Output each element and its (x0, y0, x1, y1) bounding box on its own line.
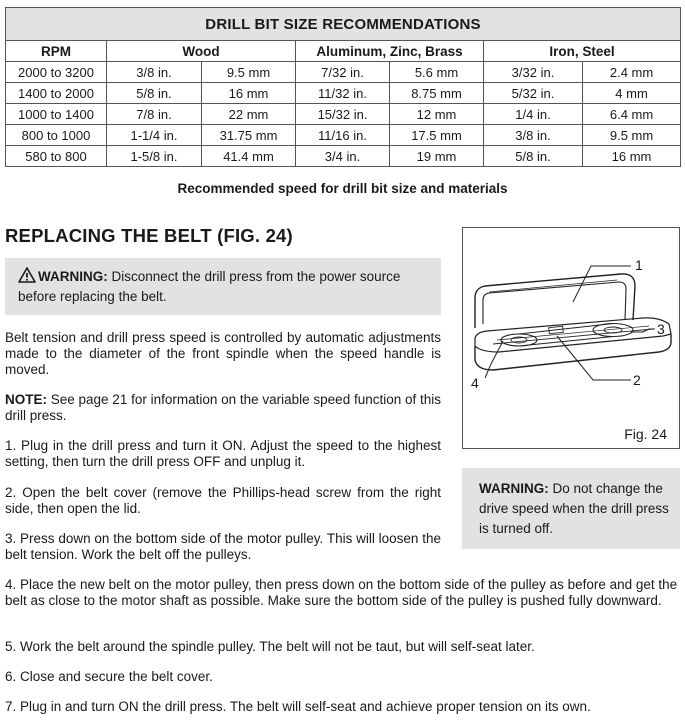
table-cell: 1000 to 1400 (6, 104, 107, 125)
section-heading: REPLACING THE BELT (FIG. 24) (5, 225, 293, 246)
table-cell: 7/8 in. (107, 104, 202, 125)
table-row (6, 146, 681, 167)
table-cell: 2.4 mm (583, 62, 681, 83)
header-iron-steel: Iron, Steel (484, 41, 681, 62)
table-cell: 5/8 in. (107, 83, 202, 104)
table-cell: 1-5/8 in. (107, 146, 202, 167)
step-7: 7. Plug in and turn ON the drill press. The belt will self-seat and achieve proper tension on its own. (5, 699, 591, 714)
table-cell: 11/32 in. (296, 83, 390, 104)
table-cell: 5/32 in. (484, 83, 583, 104)
table-cell: 580 to 800 (6, 146, 107, 167)
header-wood: Wood (107, 41, 296, 62)
table-cell: 3/4 in. (296, 146, 390, 167)
warning-icon (18, 267, 36, 283)
side-warning-text: Do not change the drive speed when the drill press is turned off. (479, 481, 669, 536)
table-cell: 22 mm (202, 104, 296, 125)
table-cell: 31.75 mm (202, 125, 296, 146)
table-row (6, 125, 681, 146)
drill-bit-size-table (5, 7, 681, 167)
table-cell: 6.4 mm (583, 104, 681, 125)
table-cell: 7/32 in. (296, 62, 390, 83)
table-cell: 8.75 mm (390, 83, 484, 104)
step-3: 3. Press down on the bottom side of the motor pulley. This will loosen the belt tension. Work the belt off the pulleys. (5, 531, 441, 562)
table-title: DRILL BIT SIZE RECOMMENDATIONS (6, 8, 681, 41)
table-cell: 800 to 1000 (6, 125, 107, 146)
table-cell: 15/32 in. (296, 104, 390, 125)
callout-3: 3 (657, 321, 665, 337)
table-cell: 16 mm (583, 146, 681, 167)
table-cell: 3/32 in. (484, 62, 583, 83)
side-warning-box (462, 468, 680, 549)
table-caption: Recommended speed for drill bit size and materials (177, 181, 508, 196)
table-cell: 4 mm (583, 83, 681, 104)
step-5: 5. Work the belt around the spindle pulley. The belt will not be taut, but will self-seat later. (5, 639, 535, 654)
table-cell: 9.5 mm (583, 125, 681, 146)
step-2: 2. Open the belt cover (remove the Phillips-head screw from the right side, then open the lid. (5, 485, 441, 516)
table-header-row (6, 41, 681, 62)
step-4: 4. Place the new belt on the motor pulley, then press down on the bottom side of the pulley as before and get the belt as close to the motor shaft as possible. Make sure the bottom side of the pulley is pushed fully downward. (5, 577, 678, 608)
table-cell: 3/8 in. (107, 62, 202, 83)
note-label: NOTE: (5, 392, 47, 407)
callout-4: 4 (471, 375, 479, 391)
table-row (6, 83, 681, 104)
table-cell: 5/8 in. (484, 146, 583, 167)
table-cell: 16 mm (202, 83, 296, 104)
step-1: 1. Plug in the drill press and turn it ON. Adjust the speed to the highest setting, then turn the drill press OFF and unplug it. (5, 438, 441, 469)
table-cell: 17.5 mm (390, 125, 484, 146)
callout-1: 1 (635, 257, 643, 273)
note-paragraph (5, 392, 441, 424)
table-row (6, 104, 681, 125)
table-cell: 1-1/4 in. (107, 125, 202, 146)
table-cell: 9.5 mm (202, 62, 296, 83)
header-rpm: RPM (6, 41, 107, 62)
table-cell: 5.6 mm (390, 62, 484, 83)
header-aluminum: Aluminum, Zinc, Brass (296, 41, 484, 62)
table-cell: 1/4 in. (484, 104, 583, 125)
belt-cover-illustration (463, 228, 679, 448)
figure-24 (462, 227, 680, 449)
step-6: 6. Close and secure the belt cover. (5, 669, 213, 684)
table-cell: 12 mm (390, 104, 484, 125)
table-cell: 11/16 in. (296, 125, 390, 146)
table-cell: 3/8 in. (484, 125, 583, 146)
warning-box (5, 258, 441, 315)
callout-2: 2 (633, 372, 641, 388)
table-cell: 19 mm (390, 146, 484, 167)
warning-label: WARNING: (38, 269, 108, 284)
side-warning-label: WARNING: (479, 481, 549, 496)
figure-label: Fig. 24 (624, 426, 667, 442)
note-text: See page 21 for information on the variable speed function of this drill press. (5, 392, 442, 423)
intro-paragraph: Belt tension and drill press speed is controlled by automatic adjustments made to the diameter of the front spindle when the speed handle is moved. (5, 330, 441, 377)
warning-text: Disconnect the drill press from the power source before replacing the belt. (18, 269, 401, 304)
table-cell: 2000 to 3200 (6, 62, 107, 83)
table-cell: 1400 to 2000 (6, 83, 107, 104)
table-cell: 41.4 mm (202, 146, 296, 167)
table-row (6, 62, 681, 83)
